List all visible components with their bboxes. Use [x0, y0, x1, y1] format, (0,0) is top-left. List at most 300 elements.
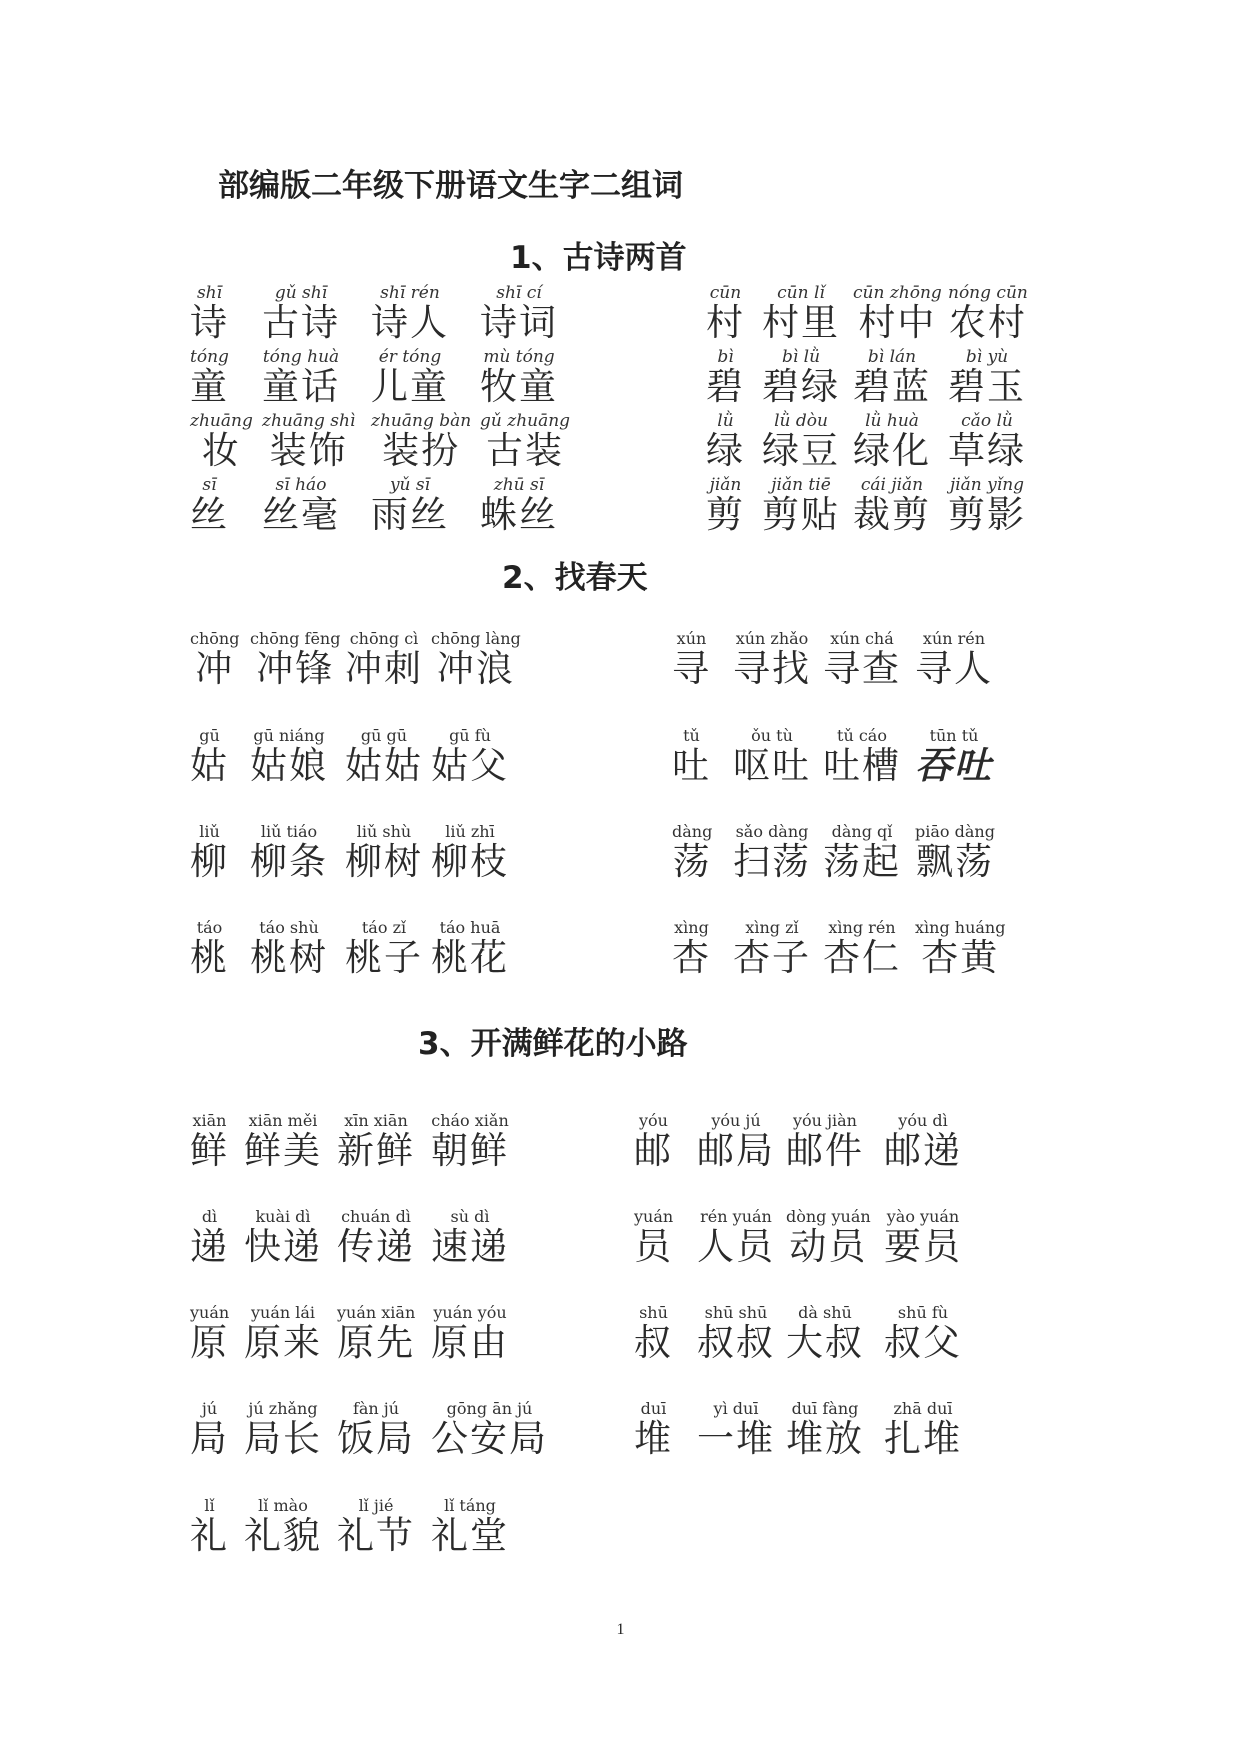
pinyin-label: shū shū: [704, 1303, 768, 1322]
pinyin-label: bì lǜ: [781, 347, 821, 367]
hanzi-word: 剪: [706, 493, 745, 536]
vocab-word: [337, 1400, 415, 1460]
vocab-word: [431, 630, 521, 690]
vocab-word: [337, 1112, 415, 1172]
hanzi-word: 诗: [190, 301, 229, 344]
vocab-word: [786, 1400, 864, 1460]
vocab-word: [762, 284, 840, 344]
vocab-word: [337, 1208, 415, 1268]
vocab-word: [431, 727, 509, 787]
page-number: 1: [616, 1621, 625, 1638]
vocab-word: [786, 1304, 864, 1364]
lesson-heading: 2、找春天: [502, 560, 648, 596]
pinyin-label: yóu dì: [898, 1111, 948, 1130]
vocab-word: [697, 1304, 775, 1364]
pinyin-label: tǔ: [683, 726, 700, 745]
hanzi-word: 蛛丝: [480, 493, 558, 536]
hanzi-word: 快递: [244, 1225, 322, 1268]
pinyin-label: bì: [717, 347, 734, 367]
hanzi-word: 叔叔: [697, 1321, 775, 1364]
hanzi-word: 寻找: [733, 647, 811, 690]
vocab-word: [480, 348, 558, 408]
vocab-word: [672, 919, 711, 979]
hanzi-word: 裁剪: [853, 493, 931, 536]
vocab-word: [262, 412, 355, 472]
vocab-word: [733, 727, 811, 787]
vocab-word: [697, 1208, 775, 1268]
hanzi-word: 堆放: [786, 1417, 864, 1460]
hanzi-word: 装饰: [269, 429, 348, 472]
hanzi-word: 邮递: [884, 1129, 962, 1172]
pinyin-label: táo huā: [439, 918, 501, 937]
pinyin-label: chōng cì: [349, 629, 419, 648]
vocab-word: [884, 1112, 962, 1172]
pinyin-label: cūn: [709, 283, 742, 303]
pinyin-label: xìng huáng: [915, 918, 1006, 937]
pinyin-label: shī: [196, 283, 223, 303]
hanzi-word: 雨丝: [371, 493, 449, 536]
hanzi-word: 冲浪: [436, 647, 515, 690]
vocab-word: [190, 476, 229, 536]
vocab-word: [244, 1112, 322, 1172]
pinyin-label: gū fù: [449, 726, 491, 745]
hanzi-word: 邮件: [786, 1129, 864, 1172]
vocab-word: [371, 476, 449, 536]
vocab-word: [244, 1208, 322, 1268]
hanzi-word: 柳树: [345, 840, 423, 883]
vocab-word: [431, 1497, 509, 1557]
hanzi-word: 呕吐: [733, 744, 811, 787]
pinyin-label: dà shū: [798, 1303, 852, 1322]
hanzi-word: 牧童: [480, 365, 558, 408]
pinyin-label: yóu: [639, 1111, 668, 1130]
vocab-word: [480, 476, 558, 536]
vocab-word: [853, 476, 931, 536]
vocab-word: [190, 284, 229, 344]
hanzi-word: 姑娘: [250, 744, 328, 787]
hanzi-word: 冲: [195, 647, 235, 690]
vocab-word: [706, 284, 745, 344]
hanzi-word: 柳枝: [431, 840, 509, 883]
pinyin-label: yuán: [190, 1303, 230, 1322]
pinyin-label: bì lán: [867, 347, 917, 367]
hanzi-word: 碧玉: [948, 365, 1026, 408]
vocab-word: [672, 727, 711, 787]
pinyin-label: xiān měi: [248, 1111, 318, 1130]
vocab-word: [672, 630, 711, 690]
hanzi-word: 原: [190, 1321, 230, 1364]
hanzi-word: 要员: [884, 1225, 962, 1268]
pinyin-label: xún chá: [830, 629, 894, 648]
pinyin-label: gū gū: [360, 726, 408, 745]
vocab-word: [697, 1112, 775, 1172]
hanzi-word: 局长: [244, 1417, 322, 1460]
pinyin-label: cái jiǎn: [860, 475, 924, 495]
hanzi-word: 桃树: [250, 936, 328, 979]
vocab-word: [733, 919, 811, 979]
pinyin-label: yì duī: [713, 1399, 759, 1418]
hanzi-word: 姑姑: [345, 744, 423, 787]
pinyin-label: lǜ: [717, 411, 734, 431]
hanzi-word: 村中: [858, 301, 937, 344]
vocab-word: [762, 476, 840, 536]
pinyin-label: cháo xiǎn: [431, 1111, 509, 1130]
vocab-word: [480, 412, 570, 472]
pinyin-label: chuán dì: [341, 1207, 411, 1226]
vocab-word: [337, 1304, 415, 1364]
hanzi-word: 剪影: [948, 493, 1026, 536]
hanzi-word: 速递: [431, 1225, 509, 1268]
vocab-word: [431, 919, 509, 979]
vocab-word: [262, 348, 340, 408]
vocab-word: [884, 1400, 962, 1460]
hanzi-word: 吐槽: [823, 744, 901, 787]
pinyin-label: mù tóng: [483, 347, 555, 367]
pinyin-label: sī háo: [275, 475, 327, 495]
vocab-word: [786, 1112, 864, 1172]
pinyin-label: xìng rén: [828, 918, 896, 937]
hanzi-word: 农村: [948, 301, 1027, 344]
hanzi-word: 叔父: [884, 1321, 962, 1364]
vocab-word: [706, 412, 745, 472]
vocab-word: [250, 823, 328, 883]
pinyin-label: xún: [676, 629, 707, 648]
vocab-word: [706, 476, 745, 536]
pinyin-label: liǔ: [199, 822, 220, 841]
hanzi-word: 桃花: [431, 936, 509, 979]
pinyin-label: dòng yuán: [786, 1207, 871, 1226]
vocab-word: [190, 727, 229, 787]
vocab-word: [190, 630, 239, 690]
hanzi-word: 新鲜: [337, 1129, 415, 1172]
hanzi-word: 绿: [706, 429, 745, 472]
pinyin-label: tǔ cáo: [837, 726, 887, 745]
vocab-word: [634, 1400, 673, 1460]
pinyin-label: duī fàng: [791, 1399, 859, 1418]
vocab-word: [706, 348, 745, 408]
vocab-word: [190, 823, 229, 883]
hanzi-word: 装扮: [382, 429, 461, 472]
vocab-word: [190, 1208, 229, 1268]
vocab-word: [250, 919, 328, 979]
vocab-word: [884, 1304, 962, 1364]
pinyin-label: chōng làng: [431, 629, 521, 648]
vocab-word: [915, 919, 1005, 979]
hanzi-word: 草绿: [948, 429, 1026, 472]
hanzi-word: 荡: [672, 840, 712, 883]
hanzi-word: 大叔: [786, 1321, 864, 1364]
vocab-word: [634, 1208, 673, 1268]
pinyin-label: xìng zǐ: [745, 918, 799, 937]
vocab-word: [190, 1112, 229, 1172]
vocab-word: [823, 630, 901, 690]
pinyin-label: cǎo lǜ: [961, 411, 1013, 431]
vocab-word: [371, 284, 449, 344]
hanzi-word: 姑: [190, 744, 229, 787]
lesson-heading: 1、古诗两首: [510, 240, 687, 276]
hanzi-word: 邮局: [697, 1129, 775, 1172]
hanzi-word: 柳: [190, 840, 229, 883]
hanzi-word: 妆: [201, 429, 241, 472]
vocab-word: [823, 823, 901, 883]
pinyin-label: rén yuán: [700, 1207, 772, 1226]
vocab-word: [948, 284, 1028, 344]
hanzi-word: 冲锋: [256, 647, 335, 690]
pinyin-label: chōng: [190, 629, 240, 648]
vocab-word: [948, 412, 1026, 472]
vocab-word: [634, 1112, 673, 1172]
hanzi-word: 剪贴: [762, 493, 840, 536]
hanzi-word: 堆: [634, 1417, 673, 1460]
hanzi-word: 礼节: [337, 1514, 415, 1557]
vocab-word: [853, 412, 931, 472]
hanzi-word: 动员: [789, 1225, 868, 1268]
vocab-word: [345, 919, 423, 979]
hanzi-word: 碧绿: [762, 365, 840, 408]
vocab-word: [733, 630, 811, 690]
hanzi-word: 姑父: [431, 744, 509, 787]
vocab-word: [345, 727, 423, 787]
hanzi-word: 寻: [672, 647, 711, 690]
hanzi-word: 鲜: [190, 1129, 229, 1172]
pinyin-label: lǐ mào: [258, 1496, 308, 1515]
pinyin-label: bì yù: [965, 347, 1009, 367]
vocab-word: [823, 919, 901, 979]
pinyin-label: ér tóng: [378, 347, 442, 367]
pinyin-label: liǔ tiáo: [260, 822, 318, 841]
pinyin-label: xún rén: [922, 629, 986, 648]
pinyin-label: dì: [201, 1207, 218, 1226]
hanzi-word: 古装: [486, 429, 565, 472]
vocab-word: [250, 727, 328, 787]
pinyin-label: xìng: [674, 918, 709, 937]
pinyin-label: tóng: [190, 347, 229, 367]
pinyin-label: tūn tǔ: [929, 726, 979, 745]
pinyin-label: shī rén: [380, 283, 440, 303]
hanzi-word: 礼貌: [244, 1514, 322, 1557]
vocab-word: [244, 1400, 322, 1460]
hanzi-word: 扫荡: [733, 840, 811, 883]
hanzi-word: 寻查: [823, 647, 901, 690]
vocab-word: [190, 919, 229, 979]
vocab-word: [697, 1400, 775, 1460]
pinyin-label: zhuāng shì: [262, 411, 356, 431]
vocab-word: [250, 630, 340, 690]
hanzi-word: 局: [190, 1417, 229, 1460]
vocab-word: [948, 348, 1026, 408]
pinyin-label: gū: [199, 726, 220, 745]
vocab-word: [345, 630, 423, 690]
hanzi-word: 碧蓝: [853, 365, 931, 408]
hanzi-word: 邮: [634, 1129, 673, 1172]
pinyin-label: lǐ: [204, 1496, 215, 1515]
pinyin-label: shū: [639, 1303, 668, 1322]
hanzi-word: 吞吐: [915, 744, 993, 787]
vocab-word: [915, 823, 995, 883]
hanzi-word: 丝毫: [262, 493, 340, 536]
pinyin-label: zhuāng bàn: [371, 411, 472, 431]
pinyin-label: yuán xiān: [337, 1303, 416, 1322]
pinyin-label: chōng fēng: [250, 629, 341, 648]
hanzi-word: 寻人: [915, 647, 993, 690]
hanzi-word: 村里: [762, 301, 840, 344]
pinyin-label: táo zǐ: [361, 918, 407, 937]
hanzi-word: 桃子: [345, 936, 423, 979]
hanzi-word: 一堆: [697, 1417, 775, 1460]
pinyin-label: xiān: [192, 1111, 227, 1130]
pinyin-label: zhā duī: [893, 1399, 953, 1418]
hanzi-word: 诗人: [371, 301, 449, 344]
hanzi-word: 饭局: [337, 1417, 415, 1460]
hanzi-word: 杏仁: [823, 936, 901, 979]
pinyin-label: zhū sī: [493, 475, 545, 495]
vocab-word: [884, 1208, 962, 1268]
hanzi-word: 原来: [244, 1321, 322, 1364]
vocab-word: [431, 1112, 509, 1172]
pinyin-label: sī: [202, 475, 217, 495]
pinyin-label: xīn xiān: [344, 1111, 408, 1130]
pinyin-label: jú zhǎng: [248, 1399, 318, 1418]
vocab-word: [634, 1304, 673, 1364]
pinyin-label: yóu jú: [711, 1111, 761, 1130]
document-title: 部编版二年级下册语文生字二组词: [218, 168, 683, 204]
vocab-word: [337, 1497, 415, 1557]
hanzi-word: 杏子: [733, 936, 811, 979]
pinyin-label: xún zhǎo: [735, 629, 809, 648]
hanzi-word: 童话: [262, 365, 340, 408]
pinyin-label: shū fù: [897, 1303, 949, 1322]
pinyin-label: dàng qǐ: [831, 822, 893, 841]
pinyin-label: yóu jiàn: [793, 1111, 857, 1130]
pinyin-label: lǜ huà: [865, 411, 919, 431]
pinyin-label: cūn zhōng: [853, 283, 942, 303]
pinyin-label: jiǎn yǐng: [949, 475, 1025, 495]
vocab-word: [190, 1400, 229, 1460]
hanzi-word: 原由: [431, 1321, 509, 1364]
pinyin-label: kuài dì: [255, 1207, 311, 1226]
hanzi-word: 公安局: [431, 1417, 548, 1460]
pinyin-label: tóng huà: [262, 347, 340, 367]
hanzi-word: 丝: [190, 493, 229, 536]
hanzi-word: 递: [190, 1225, 229, 1268]
hanzi-word: 扎堆: [884, 1417, 962, 1460]
hanzi-word: 礼: [190, 1514, 229, 1557]
vocab-word: [244, 1304, 322, 1364]
hanzi-word: 杏: [672, 936, 711, 979]
vocab-word: [262, 284, 340, 344]
pinyin-label: fàn jú: [352, 1399, 400, 1418]
vocab-word: [190, 348, 229, 408]
pinyin-label: ǒu tù: [751, 726, 793, 745]
hanzi-word: 朝鲜: [431, 1129, 509, 1172]
pinyin-label: yuán lái: [250, 1303, 316, 1322]
hanzi-word: 传递: [337, 1225, 415, 1268]
pinyin-label: liǔ shù: [356, 822, 412, 841]
pinyin-label: zhuāng: [190, 411, 253, 431]
pinyin-label: sù dì: [450, 1207, 490, 1226]
pinyin-label: táo shù: [259, 918, 319, 937]
hanzi-word: 杏黄: [921, 936, 1000, 979]
hanzi-word: 村: [706, 301, 745, 344]
pinyin-label: jú: [201, 1399, 218, 1418]
vocab-word: [823, 727, 901, 787]
vocab-word: [733, 823, 811, 883]
pinyin-label: gū niáng: [253, 726, 325, 745]
pinyin-label: lǐ jié: [358, 1496, 394, 1515]
vocab-word: [431, 1400, 548, 1460]
hanzi-word: 吐: [672, 744, 711, 787]
lesson-heading: 3、开满鲜花的小路: [418, 1026, 688, 1062]
hanzi-word: 绿豆: [762, 429, 840, 472]
hanzi-word: 鲜美: [244, 1129, 322, 1172]
vocab-word: [480, 284, 558, 344]
vocab-word: [190, 412, 253, 472]
hanzi-word: 飘荡: [915, 840, 994, 883]
hanzi-word: 原先: [337, 1321, 416, 1364]
vocab-word: [371, 412, 471, 472]
vocab-word: [431, 823, 509, 883]
vocab-word: [786, 1208, 871, 1268]
vocab-word: [431, 1304, 509, 1364]
pinyin-label: nóng cūn: [948, 283, 1028, 303]
pinyin-label: liǔ zhī: [445, 822, 495, 841]
pinyin-label: táo: [196, 918, 223, 937]
vocab-word: [915, 727, 993, 787]
hanzi-word: 冲刺: [345, 647, 423, 690]
pinyin-label: jiǎn tiē: [771, 475, 831, 495]
hanzi-word: 礼堂: [431, 1514, 509, 1557]
hanzi-word: 童: [190, 365, 229, 408]
vocab-word: [762, 348, 840, 408]
pinyin-label: lǜ dòu: [774, 411, 828, 431]
vocab-word: [190, 1497, 229, 1557]
pinyin-label: lǐ táng: [444, 1496, 496, 1515]
pinyin-label: yuán yóu: [433, 1303, 507, 1322]
pinyin-label: gōng ān jú: [446, 1399, 533, 1418]
vocab-word: [190, 1304, 229, 1364]
pinyin-label: sǎo dàng: [735, 822, 809, 841]
pinyin-label: jiǎn: [709, 475, 742, 495]
pinyin-label: piāo dàng: [915, 822, 995, 841]
hanzi-word: 碧: [706, 365, 745, 408]
pinyin-label: duī: [640, 1399, 667, 1418]
pinyin-label: shī cí: [496, 283, 542, 303]
pinyin-label: gǔ zhuāng: [480, 411, 571, 431]
vocab-word: [672, 823, 712, 883]
hanzi-word: 人员: [697, 1225, 775, 1268]
vocab-word: [371, 348, 449, 408]
vocab-word: [244, 1497, 322, 1557]
hanzi-word: 古诗: [262, 301, 340, 344]
vocab-word: [345, 823, 423, 883]
hanzi-word: 绿化: [853, 429, 931, 472]
pinyin-label: yuán: [634, 1207, 674, 1226]
hanzi-word: 柳条: [250, 840, 328, 883]
vocab-word: [762, 412, 840, 472]
hanzi-word: 诗词: [480, 301, 558, 344]
pinyin-label: cūn lǐ: [777, 283, 825, 303]
vocab-word: [853, 284, 942, 344]
hanzi-word: 员: [634, 1225, 674, 1268]
pinyin-label: yǔ sī: [389, 475, 431, 495]
hanzi-word: 桃: [190, 936, 229, 979]
vocab-word: [915, 630, 993, 690]
pinyin-label: gǔ shī: [274, 283, 328, 303]
vocab-word: [948, 476, 1026, 536]
pinyin-label: dàng: [672, 822, 713, 841]
hanzi-word: 荡起: [823, 840, 901, 883]
pinyin-label: yào yuán: [886, 1207, 960, 1226]
